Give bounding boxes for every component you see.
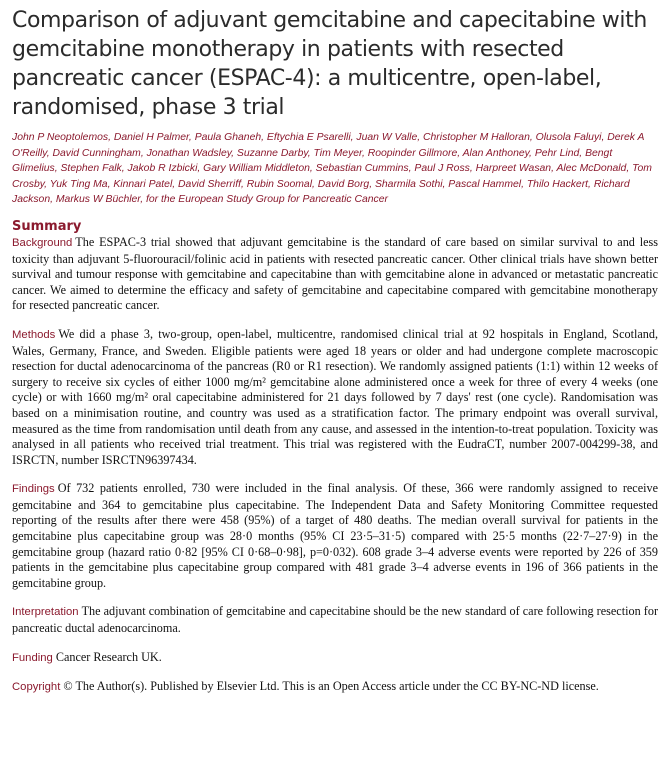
background-section <box>12 235 658 314</box>
background-text: The ESPAC-3 trial showed that adjuvant gemcitabine is the standard of care based on similar survival to and less toxicity than adjuvant 5-fluorouracil/folinic acid in patients with resected pancreatic cancer. Other clinical trials have shown better survival and tumour response with gemcitabine and capecitabine than with gemcitabine alone in advanced or metastatic pancreatic cancer. We aimed to determine the efficacy and safety of gemcitabine and capecitabine compared with gemcitabine monotherapy for resected pancreatic cancer. <box>12 234 658 313</box>
interpretation-text: The adjuvant combination of gemcitabine and capecitabine should be the new standard of care following resection for pancreatic ductal adenocarcinoma. <box>12 604 658 636</box>
findings-text: Of 732 patients enrolled, 730 were included in the final analysis. Of these, 366 were randomly assigned to receive gemcitabine and 364 to gemcitabine plus capecitabine. The Independent Data and Safety Monitoring Committee requested reporting of the results after there were 458 (95%) of a target of 480 deaths. The median overall survival for patients in the gemcitabine plus capecitabine group was 28·0 months (95% CI 23·5–31·5) compared with 25·5 months (22·7–27·9) in the gemcitabine group (hazard ratio 0·82 [95% CI 0·68–0·98], p=0·032). 608 grade 3–4 adverse events were reported by 226 of 359 patients in the gemcitabine plus capecitabine group compared with 481 grade 3–4 adverse events in 196 of 366 patients in the gemcitabine group. <box>12 481 658 590</box>
methods-text: We did a phase 3, two-group, open-label, multicentre, randomised clinical trial at 92 hospitals in England, Scotland, Wales, Germany, France, and Sweden. Eligible patients were aged 18 years or older and had undergone complete macroscopic resection for ductal adenocarcinoma of the pancreas (R0 or R1 resection). We randomly assigned patients (1:1) within 12 weeks of surgery to receive six cycles of either 1000 mg/m² gemcitabine alone administered once a week for three of every 4 weeks (one cycle) or with 1660 mg/m² oral capecitabine administered for 21 days followed by 7 days' rest (one cycle). Randomisation was based on a minimisation routine, and country was used as a stratification factor. The primary endpoint was overall survival, measured as the time from randomisation until death from any cause, and assessed in the intention-to-treat population. Toxicity was analysed in all patients who received trial treatment. This trial was registered with the EudraCT, number 2007-004299-38, and ISRCTN, number ISRCTN96397434. <box>12 326 658 467</box>
funding-label: Funding <box>12 651 53 664</box>
article-abstract <box>12 6 658 709</box>
funding-section <box>12 650 658 667</box>
article-title: Comparison of adjuvant gemcitabine and capecitabine with gemcitabine monotherapy in patients with resected pancreatic cancer (ESPAC-4): a multicentre, open-label, randomised, phase 3 trial <box>12 8 647 120</box>
author-list[interactable]: John P Neoptolemos, Daniel H Palmer, Paula Ghaneh, Eftychia E Psarelli, Juan W Valle, Christopher M Halloran, Olusola Faluyi, Derek A O'Reilly, David Cunningham, Jonathan Wadsley, Suzanne Darby, Tim Meyer, Roopinder Gillmore, Alan Anthoney, Pehr Lind, Bengt Glimelius, Stephen Falk, Jakob R Izbicki, Gary William Middleton, Sebastian Cummins, Paul J Ross, Harpreet Wasan, Alec McDonald, Tom Crosby, Yuk Ting Ma, Kinnari Patel, David Sherriff, Rubin Soomal, David Borg, Sharmila Sothi, Pascal Hammel, Thilo Hackert, Richard Jackson, Markus W Büchler, for the European Study Group for Pancreatic Cancer <box>12 132 652 206</box>
interpretation-label: Interpretation <box>12 606 79 619</box>
methods-label: Methods <box>12 328 56 341</box>
funding-text: Cancer Research UK. <box>55 649 162 664</box>
copyright-label: Copyright <box>12 681 61 694</box>
background-label: Background <box>12 236 73 249</box>
findings-section <box>12 481 658 591</box>
summary-heading: Summary <box>12 218 82 234</box>
findings-label: Findings <box>12 483 55 496</box>
copyright-section <box>12 679 658 696</box>
interpretation-section <box>12 604 658 636</box>
methods-section <box>12 327 658 468</box>
copyright-text: © The Author(s). Published by Elsevier Ltd. This is an Open Access article under the CC BY-NC-ND license. <box>63 679 599 694</box>
